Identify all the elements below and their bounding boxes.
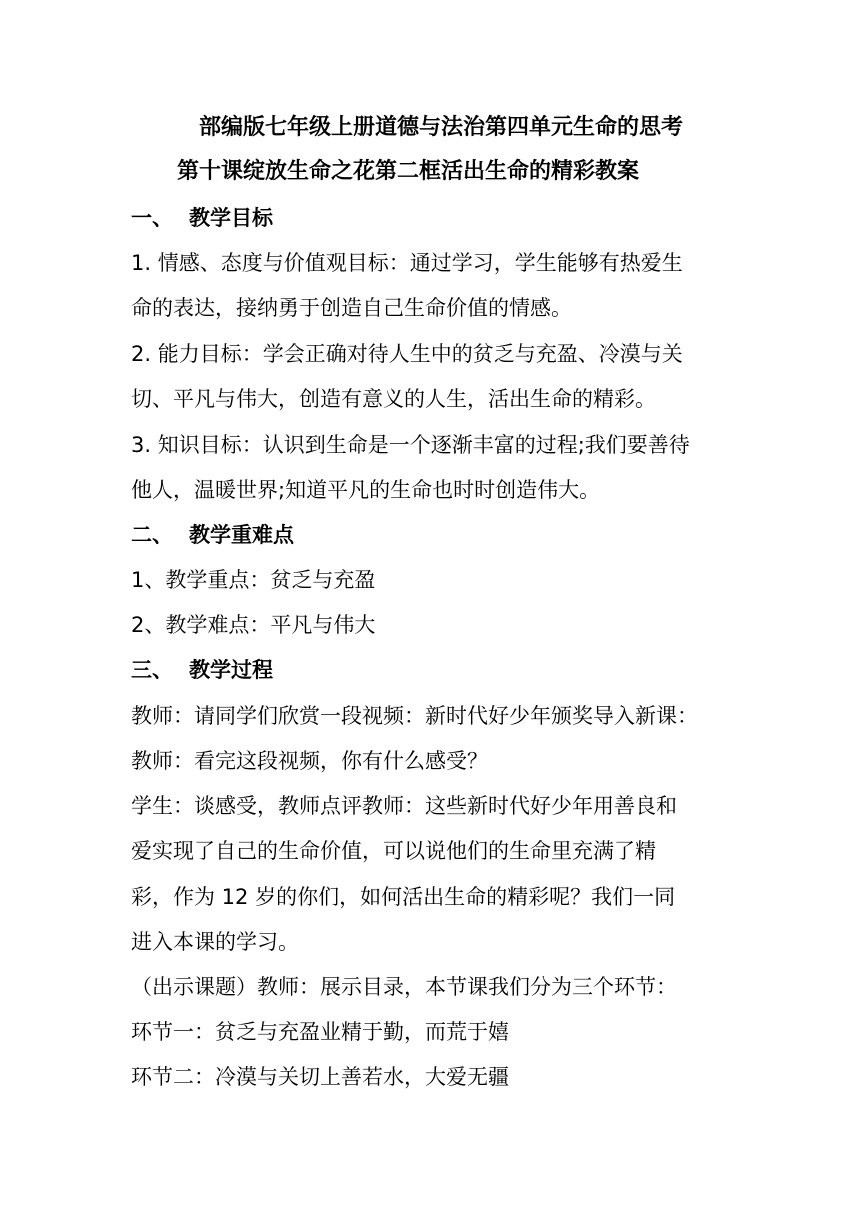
paragraph-line: 爱实现了自己的生命价值，可以说他们的生命里充满了精 xyxy=(131,839,656,863)
document-title-line-2: 第十课绽放生命之花第二框活出生命的精彩教案 xyxy=(177,159,640,184)
paragraph-line: 2、教学难点：平凡与伟大 xyxy=(131,613,376,637)
paragraph-line: 教师：请同学们欣赏一段视频：新时代好少年颁奖导入新课： xyxy=(131,704,698,728)
paragraph-line: 2. 能力目标：学会正确对待人生中的贫乏与充盈、冷漠与关 xyxy=(131,342,683,366)
section-heading-key-points xyxy=(131,520,741,550)
paragraph-line: 学生：谈感受，教师点评教师：这些新时代好少年用善良和 xyxy=(131,794,677,818)
section-heading-objectives xyxy=(131,203,741,233)
paragraph-line: 切、平凡与伟大，创造有意义的人生，活出生命的精彩。 xyxy=(131,387,656,411)
section-number: 三、 xyxy=(131,658,173,682)
section-title: 教学过程 xyxy=(189,658,273,682)
paragraph-line: 1、教学重点：贫乏与充盈 xyxy=(131,568,376,592)
paragraph-line: （出示课题）教师：展示目录，本节课我们分为三个环节： xyxy=(131,975,677,999)
section-number: 二、 xyxy=(131,523,173,547)
paragraph-line: 命的表达，接纳勇于创造自己生命价值的情感。 xyxy=(131,296,572,320)
paragraph-line: 1. 情感、态度与价值观目标：通过学习，学生能够有热爱生 xyxy=(131,251,683,275)
paragraph-line: 进入本课的学习。 xyxy=(131,930,299,954)
section-title: 教学目标 xyxy=(189,206,273,230)
paragraph-line: 他人，温暖世界;知道平凡的生命也时时创造伟大。 xyxy=(131,478,601,502)
paragraph-line: 教师：看完这段视频，你有什么感受？ xyxy=(131,749,488,773)
paragraph-line: 3. 知识目标：认识到生命是一个逐渐丰富的过程;我们要善待 xyxy=(131,433,690,457)
paragraph-line: 彩，作为 12 岁的你们，如何活出生命的精彩呢？我们一同 xyxy=(131,885,676,909)
section-title: 教学重难点 xyxy=(189,523,294,547)
section-number: 一、 xyxy=(131,206,173,230)
document-title-line-1: 部编版七年级上册道德与法治第四单元生命的思考 xyxy=(199,115,684,140)
paragraph-line: 环节二：冷漠与关切上善若水，大爱无疆 xyxy=(131,1065,509,1089)
paragraph-line: 环节一：贫乏与充盈业精于勤，而荒于嬉 xyxy=(131,1020,509,1044)
section-heading-process xyxy=(131,655,741,685)
